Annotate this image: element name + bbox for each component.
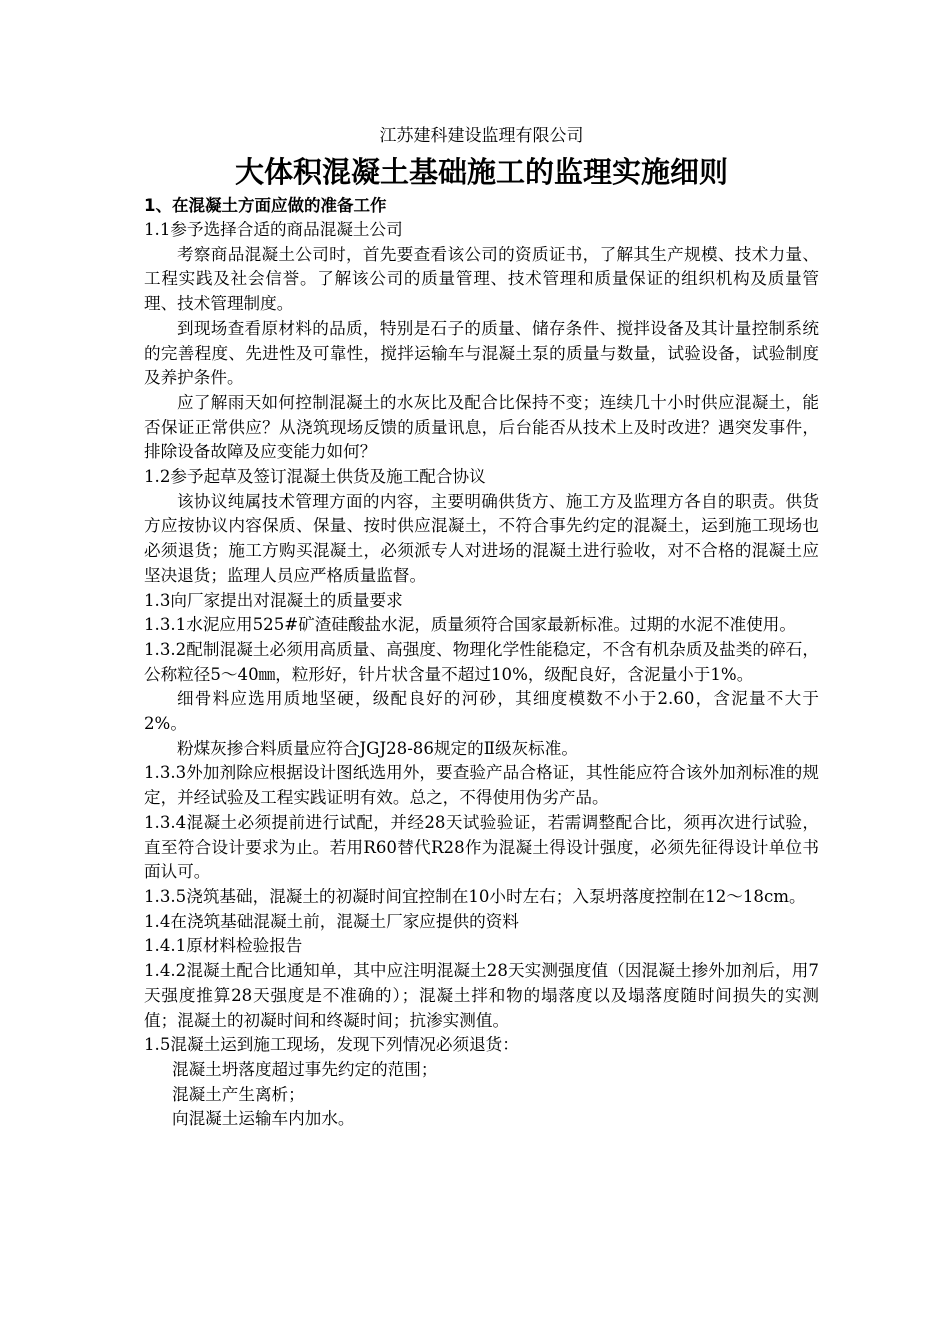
- paragraph: 1.3.2配制混凝土必须用高质量、高强度、物理化学性能稳定，不含有机杂质及盐类的碎石，公称粒径5～40㎜，粒形好，针片状含量不超过10%，级配良好，含泥量小于1%。: [144, 639, 819, 684]
- paragraph: 细骨料应选用质地坚硬，级配良好的河砂，其细度模数不小于2.60，含泥量不大于2%。: [144, 689, 819, 734]
- paragraph: 粉煤灰掺合料质量应符合JGJ28-86规定的Ⅱ级灰标准。: [177, 738, 578, 758]
- paragraph: 1.5混凝土运到施工现场，发现下列情况必须退货：: [144, 1035, 519, 1055]
- paragraph: 应了解雨天如何控制混凝土的水灰比及配合比保持不变；连续几十小时供应混凝土，能否保证正常供应？从浇筑现场反馈的质量讯息，后台能否从技术上及时改进？遇突发事件，排除设备故障及应变能力如何？: [144, 392, 819, 462]
- paragraph: 1.4在浇筑基础混凝土前，混凝土厂家应提供的资料: [144, 911, 519, 931]
- document-title: 大体积混凝土基础施工的监理实施细则: [234, 155, 728, 189]
- section-heading: 1、在混凝土方面应做的准备工作: [144, 196, 387, 215]
- paragraph: 向混凝土运输车内加水。: [172, 1109, 355, 1129]
- paragraph: 该协议纯属技术管理方面的内容，主要明确供货方、施工方及监理方各自的职责。供货方应按协议内容保质、保量、按时供应混凝土，不符合事先约定的混凝土，运到施工现场也必须退货；施工方购买混凝土，必须派专人对进场的混凝土进行验收，对不合格的混凝土应坚决退货；监理人员应严格质量监督。: [144, 491, 819, 585]
- paragraph: 1.3向厂家提出对混凝土的质量要求: [144, 590, 403, 610]
- paragraph: 1.4.1原材料检验报告: [144, 936, 303, 956]
- paragraph: 到现场查看原材料的品质，特别是石子的质量、储存条件、搅拌设备及其计量控制系统的完善程度、先进性及可靠性，搅拌运输车与混凝土泵的质量与数量，试验设备，试验制度及养护条件。: [144, 318, 819, 388]
- paragraph: 1.1参予选择合适的商品混凝土公司: [144, 220, 403, 239]
- paragraph: 考察商品混凝土公司时，首先要查看该公司的资质证书，了解其生产规模、技术力量、工程实践及社会信誉。了解该公司的质量管理、技术管理和质量保证的组织机构及质量管理、技术管理制度。: [144, 244, 819, 314]
- paragraph-list: [144, 194, 819, 1132]
- document-body: [144, 120, 819, 1132]
- paragraph: 1.3.5浇筑基础，混凝土的初凝时间宜控制在10小时左右；入泵坍落度控制在12～18cm。: [144, 886, 806, 906]
- paragraph: 1.4.2混凝土配合比通知单，其中应注明混凝土28天实测强度值（因混凝土掺外加剂后，用7天强度推算28天强度是不准确的）；混凝土拌和物的塌落度以及塌落度随时间损失的实测值；混凝土的初凝时间和终凝时间；抗渗实测值。: [144, 961, 819, 1030]
- company-name: 江苏建科建设监理有限公司: [379, 126, 584, 146]
- paragraph: 1.3.1水泥应用525#矿渣硅酸盐水泥，质量须符合国家最新标准。过期的水泥不准使用。: [144, 615, 796, 635]
- paragraph: 1.3.3外加剂除应根据设计图纸选用外，要查验产品合格证，其性能应符合该外加剂标准的规定，并经试验及工程实践证明有效。总之，不得使用伪劣产品。: [144, 763, 819, 808]
- paragraph: 混凝土坍落度超过事先约定的范围；: [172, 1059, 438, 1079]
- paragraph: 1.2参予起草及签订混凝土供货及施工配合协议: [144, 467, 486, 487]
- paragraph: 混凝土产生离析；: [172, 1084, 305, 1104]
- paragraph: 1.3.4混凝土必须提前进行试配，并经28天试验验证，若需调整配合比，须再次进行试验，直至符合设计要求为止。若用R60替代R28作为混凝土得设计强度，必须先征得设计单位书面认可。: [144, 812, 819, 882]
